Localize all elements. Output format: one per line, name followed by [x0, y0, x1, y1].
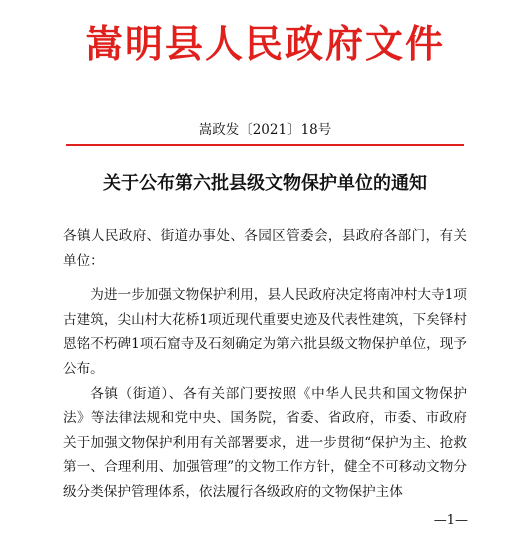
body-paragraph-2: 各镇（街道）、各有关部门要按照《中华人民共和国文物保护法》等法律法规和党中央、国务院，省委、省政府，市委、市政府关于加强文物保护利用有关部署要求，进一步贯彻“保护为主、抢救第一、合理利用、加强管理”的文物工作方针，健全不可移动文物分级分类保护管理体系，依法履行各级政府的文物保护主体 [63, 385, 467, 500]
document-header-title: 嵩明县人民政府文件 [84, 21, 445, 66]
notice-body [63, 224, 467, 505]
page-number: —1— [433, 513, 468, 528]
document-number: 嵩政发〔2021〕18号 [198, 122, 332, 138]
addressee-line: 各镇人民政府、街道办事处、各园区管委会，县政府各部门，有关单位： [63, 228, 467, 269]
body-paragraph-1: 为进一步加强文物保护利用，县人民政府决定将南冲村大寺1项古建筑，尖山村大花桥1项近现代重要史迹及代表性建筑，下矣铎村恩铭不朽碑1项石窟寺及石刻确定为第六批县级文物保护单位，现予公布。 [63, 287, 467, 377]
notice-title: 关于公布第六批县级文物保护单位的通知 [103, 173, 427, 194]
red-separator-line [66, 144, 464, 146]
